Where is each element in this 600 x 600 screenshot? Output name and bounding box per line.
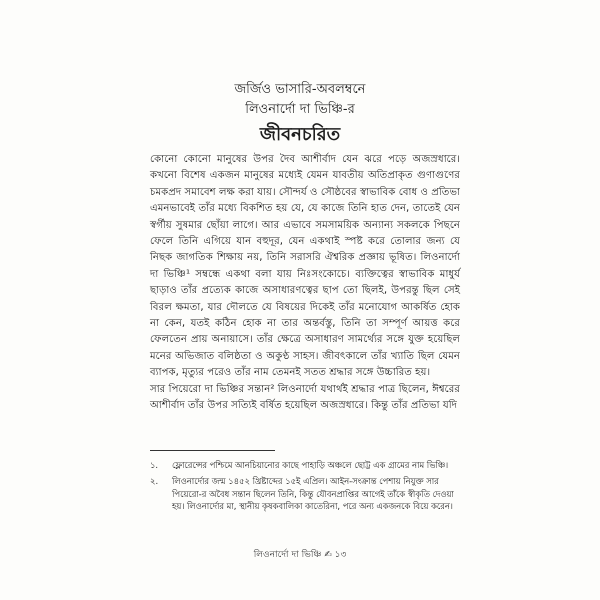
footnote-text: ফ্লোরেন্সের পশ্চিমে আনচিয়ানোর কাছে পাহাড়ি অঞ্চলে ছোট্ট এক গ্রামের নাম ভিঞ্চি। [172, 460, 449, 470]
footnote-divider [150, 450, 275, 451]
subtitle-line-1: জর্জিও ভাসারি-অবলম্বনে [234, 82, 366, 97]
footnote-1 [150, 459, 460, 471]
footnote-2 [150, 475, 460, 512]
running-title: লিওনার্দো দা ভিঞ্চি [253, 550, 322, 560]
page-number: ১৩ [334, 550, 347, 560]
footnote-number: ২. [150, 476, 159, 487]
subtitle-line-2: লিওনার্দো দা ভিঞ্চি-র [245, 102, 355, 117]
footnote-text: লিওনার্দোর জন্ম ১৪৫২ খ্রিষ্টাব্দের ১৫ই এপ্রিল। আইন-সংক্রান্ত পেশায় নিযুক্ত সার পিয়েরো-র অবৈধ সন্তান ছিলেন তিনি, কিন্তু যৌবনপ্রাপ্তির আগেই তাঁকে স্বীকৃতি দেওয়া হয়। লিওনার্দোর মা, স্থানীয় কৃষকবালিকা কাতেরিনা, পরে অন্য একজনকে বিয়ে করেন। [172, 476, 454, 512]
separator-icon: ✍ [324, 550, 332, 560]
paragraph-2: সার পিয়েরো দা ভিঞ্চির সন্তান² লিওনার্দো যথার্থই শ্রদ্ধার পাত্র ছিলেন, ঈশ্বরের আশীর্বাদ তাঁর উপর সত্যিই বর্ষিত হয়েছিল অজস্রধারে। কিন্তু তাঁর প্রতিভা যদি [150, 383, 460, 412]
paragraph-1: কোনো কোনো মানুষের উপর দৈব আশীর্বাদ যেন ঝরে পড়ে অজস্রধারে। কখনো বিশেষ একজন মানুষের মধ্যেই যেমন যাবতীয় অতিপ্রাকৃত গুণাগুণের চমকপ্রদ সমাবেশ লক্ষ করা যায়। সৌন্দর্য ও সৌষ্ঠবের স্বাভাবিক বোধ ও প্রতিভা এমনভাবেই তাঁর মধ্যে বিকশিত হয় যে, যে কাজে তিনি হাত দেন, তাতেই যেন স্বর্গীয় সুষমার ছোঁয়া লাগে। আর এভাবে সমসাময়িক অন্যান্য সকলকে পিছনে ফেলে তিনি এগিয়ে যান বহুদূর, যেন একথাই স্পষ্ট করে তোলার জন্য যে নিছক জাগতিক শিক্ষায় নয়, তিনি সরাসরি ঐশ্বরিক প্রজ্ঞায় ভূষিত। লিওনার্দো দা ভিঞ্চি¹ সম্বন্ধে একথা বলা যায় নিঃসংকোচে। ব্যক্তিত্বের স্বাভাবিক মাধুর্য ছাড়াও তাঁর প্রত্যেক কাজে অসাধারণত্বের ছাপ তো ছিলই, উপরন্তু ছিল সেই বিরল ক্ষমতা, যার দৌলতে যে বিষয়ের দিকেই তাঁর মনোযোগ আকর্ষিত হোক না কেন, যতই কঠিন হোক না তার অন্তর্বস্তু, তিনি তা সম্পূর্ণ আয়ত্ত করে ফেলতেন প্রায় অনায়াসে। তাঁর ক্ষেত্রে অসাধারণ সামর্থ্যের সঙ্গে যুক্ত হয়েছিল মনের অভিজাত বলিষ্ঠতা ও অকুণ্ঠ সাহস। জীবৎকালে তাঁর খ্যাতি ছিল যেমন ব্যাপক, মৃত্যুর পরেও তাঁর নাম তেমনই সতত শ্রদ্ধার সঙ্গে উচ্চারিত হয়। [150, 154, 460, 379]
footnotes [150, 459, 460, 517]
body-text [150, 152, 460, 415]
footnote-number: ১. [150, 460, 159, 470]
page-footer [0, 547, 600, 562]
page-title: জীবনচরিত [259, 124, 341, 145]
